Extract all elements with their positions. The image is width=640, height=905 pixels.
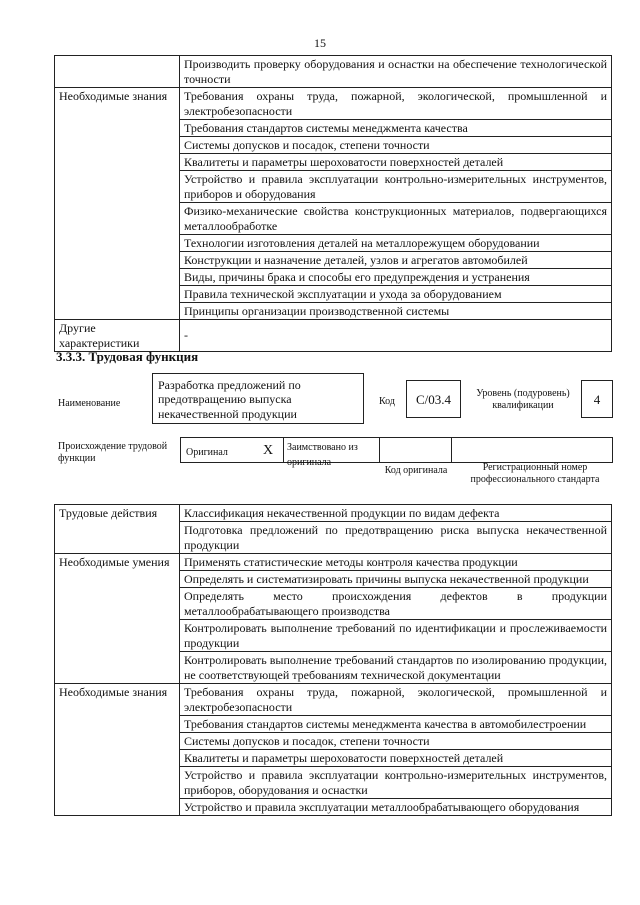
table-cell: Требования стандартов системы менеджмента качества (180, 120, 612, 137)
requirements-table-2 (54, 504, 612, 816)
table-cell: Требования охраны труда, пожарной, экологической, промышленной и электробезопасности (180, 684, 612, 716)
table-cell: Системы допусков и посадок, степени точности (180, 733, 612, 750)
original-mark: X (263, 443, 274, 458)
original-box (180, 437, 284, 463)
table-row (55, 320, 612, 352)
row-label: Необходимые знания (55, 684, 180, 816)
table-row (55, 554, 612, 571)
table-cell: Квалитеты и параметры шероховатости поверхностей деталей (180, 750, 612, 767)
table-cell: Контролировать выполнение требований стандартов по изолированию продукции, не соответствующей требованиям технической документации (180, 652, 612, 684)
section-title: 3.3.3. Трудовая функция (56, 349, 199, 364)
table-cell: Требования стандартов системы менеджмента качества в автомобилестроении (180, 716, 612, 733)
table-cell: Правила технической эксплуатации и ухода за оборудованием (180, 286, 612, 303)
function-name-box: Разработка предложений по предотвращению выпуска некачественной продукции (152, 373, 364, 424)
level-label: Уровень (подуровень) квалификации (476, 388, 570, 411)
table-cell: Классификация некачественной продукции по видам дефекта (180, 505, 612, 522)
code-label: Код (379, 396, 395, 407)
table-cell: - (180, 320, 612, 352)
code-box: С/03.4 (406, 380, 461, 418)
table-cell: Применять статистические методы контроля качества продукции (180, 554, 612, 571)
row-label: Другие характеристики (55, 320, 180, 352)
row-label: Необходимые умения (55, 554, 180, 684)
original-code-caption: Код оригинала (384, 465, 448, 476)
table-cell: Конструкции и назначение деталей, узлов и агрегатов автомобилей (180, 252, 612, 269)
registration-caption: Регистрационный номер профессионального стандарта (470, 462, 600, 485)
requirements-table-1 (54, 55, 612, 352)
row-label: Необходимые знания (55, 88, 180, 320)
table-cell: Квалитеты и параметры шероховатости поверхностей деталей (180, 154, 612, 171)
table-row (55, 505, 612, 522)
origin-label: Происхождение трудовой функции (58, 441, 168, 464)
row-label (55, 56, 180, 88)
borrowed-box (283, 437, 380, 468)
row-label: Трудовые действия (55, 505, 180, 554)
borrowed-label: Заимствовано из оригинала (287, 442, 358, 468)
table-cell: Системы допусков и посадок, степени точности (180, 137, 612, 154)
table-cell: Определять место происхождения дефектов в продукции металлообрабатывающего производства (180, 588, 612, 620)
table-row (55, 684, 612, 716)
table-cell: Виды, причины брака и способы его предупреждения и устранения (180, 269, 612, 286)
original-label: Оригинал (186, 447, 228, 458)
table-cell: Производить проверку оборудования и оснастки на обеспечение технологической точности (180, 56, 612, 88)
table-cell: Устройство и правила эксплуатации контрольно-измерительных инструментов, приборов и оборудования (180, 171, 612, 203)
original-code-box (379, 437, 452, 463)
name-label: Наименование (58, 398, 121, 409)
table-row (55, 88, 612, 120)
table-cell: Подготовка предложений по предотвращению риска выпуска некачественной продукции (180, 522, 612, 554)
table-cell: Требования охраны труда, пожарной, экологической, промышленной и электробезопасности (180, 88, 612, 120)
table-row (55, 56, 612, 88)
page-number: 15 (314, 36, 326, 50)
table-cell: Принципы организации производственной системы (180, 303, 612, 320)
level-box: 4 (581, 380, 613, 418)
table-cell: Контролировать выполнение требований по идентификации и прослеживаемости продукции (180, 620, 612, 652)
table-cell: Устройство и правила эксплуатации металлообрабатывающего оборудования (180, 799, 612, 816)
table-cell: Определять и систематизировать причины выпуска некачественной продукции (180, 571, 612, 588)
registration-number-box (451, 437, 613, 463)
table-cell: Физико-механические свойства конструкционных материалов, подвергающихся металлообработке (180, 203, 612, 235)
table-cell: Устройство и правила эксплуатации контрольно-измерительных инструментов, приборов, оборудования и оснастки (180, 767, 612, 799)
table-cell: Технологии изготовления деталей на металлорежущем оборудовании (180, 235, 612, 252)
